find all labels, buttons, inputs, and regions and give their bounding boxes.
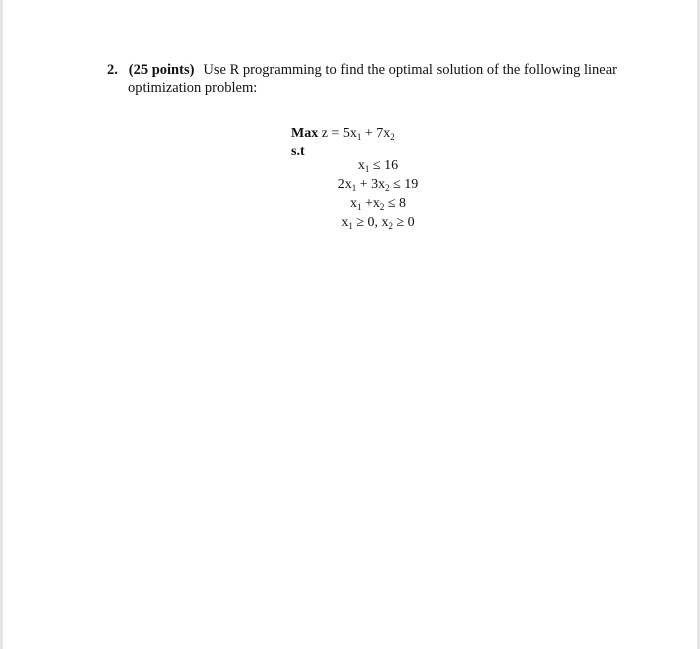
objective-term-2-subscript: 2 bbox=[390, 132, 395, 142]
constraint-2-term-2-subscript: 2 bbox=[385, 183, 390, 193]
objective-plus: + bbox=[364, 126, 373, 141]
constraints-list bbox=[330, 158, 426, 234]
constraint-4-var-1-subscript: 1 bbox=[348, 221, 353, 231]
constraint-3-bound: ≤ 8 bbox=[387, 196, 407, 211]
constraint-2-term-1: 2x bbox=[337, 177, 352, 192]
objective-term-2: 7x bbox=[376, 126, 391, 141]
constraint-3 bbox=[330, 196, 426, 215]
question-text-line-1: Use R programming to find the optimal solution of the following linear bbox=[203, 62, 617, 78]
question-line-1 bbox=[107, 61, 617, 79]
constraint-3-term-1-subscript: 1 bbox=[356, 202, 362, 212]
constraint-4-bound: ≥ 0 bbox=[396, 215, 415, 230]
constraint-2 bbox=[330, 177, 426, 196]
objective-keyword: Max bbox=[291, 126, 319, 141]
constraint-4-var-2-subscript: 2 bbox=[388, 221, 393, 231]
constraint-4 bbox=[330, 215, 426, 234]
constraint-1-var-subscript: 1 bbox=[364, 164, 370, 174]
constraint-2-term-1-subscript: 1 bbox=[351, 183, 357, 193]
question-points: (25 points) bbox=[128, 62, 195, 78]
constraint-3-term-1: x bbox=[349, 196, 357, 211]
constraint-2-term-2: + 3x bbox=[356, 177, 386, 192]
constraint-1-bound: ≤ 16 bbox=[372, 158, 399, 173]
subject-to-label: s.t bbox=[291, 144, 305, 159]
question-block bbox=[107, 61, 617, 97]
question-text-line-2: optimization problem: bbox=[128, 80, 258, 96]
constraint-1 bbox=[330, 158, 426, 177]
constraint-2-bound: ≤ 19 bbox=[393, 177, 419, 192]
objective-term-1-subscript: 1 bbox=[356, 132, 362, 142]
constraint-4-middle: ≥ 0, x bbox=[356, 215, 389, 230]
constraint-4-var-1: x bbox=[341, 215, 349, 230]
constraint-3-term-2-subscript: 2 bbox=[379, 202, 385, 212]
constraint-1-var: x bbox=[357, 158, 365, 173]
objective-function bbox=[291, 126, 395, 142]
objective-term-1: 5x bbox=[342, 126, 357, 141]
objective-lhs: z = bbox=[321, 126, 340, 141]
question-number: 2. bbox=[107, 62, 118, 78]
constraint-3-term-2: +x bbox=[361, 196, 380, 211]
